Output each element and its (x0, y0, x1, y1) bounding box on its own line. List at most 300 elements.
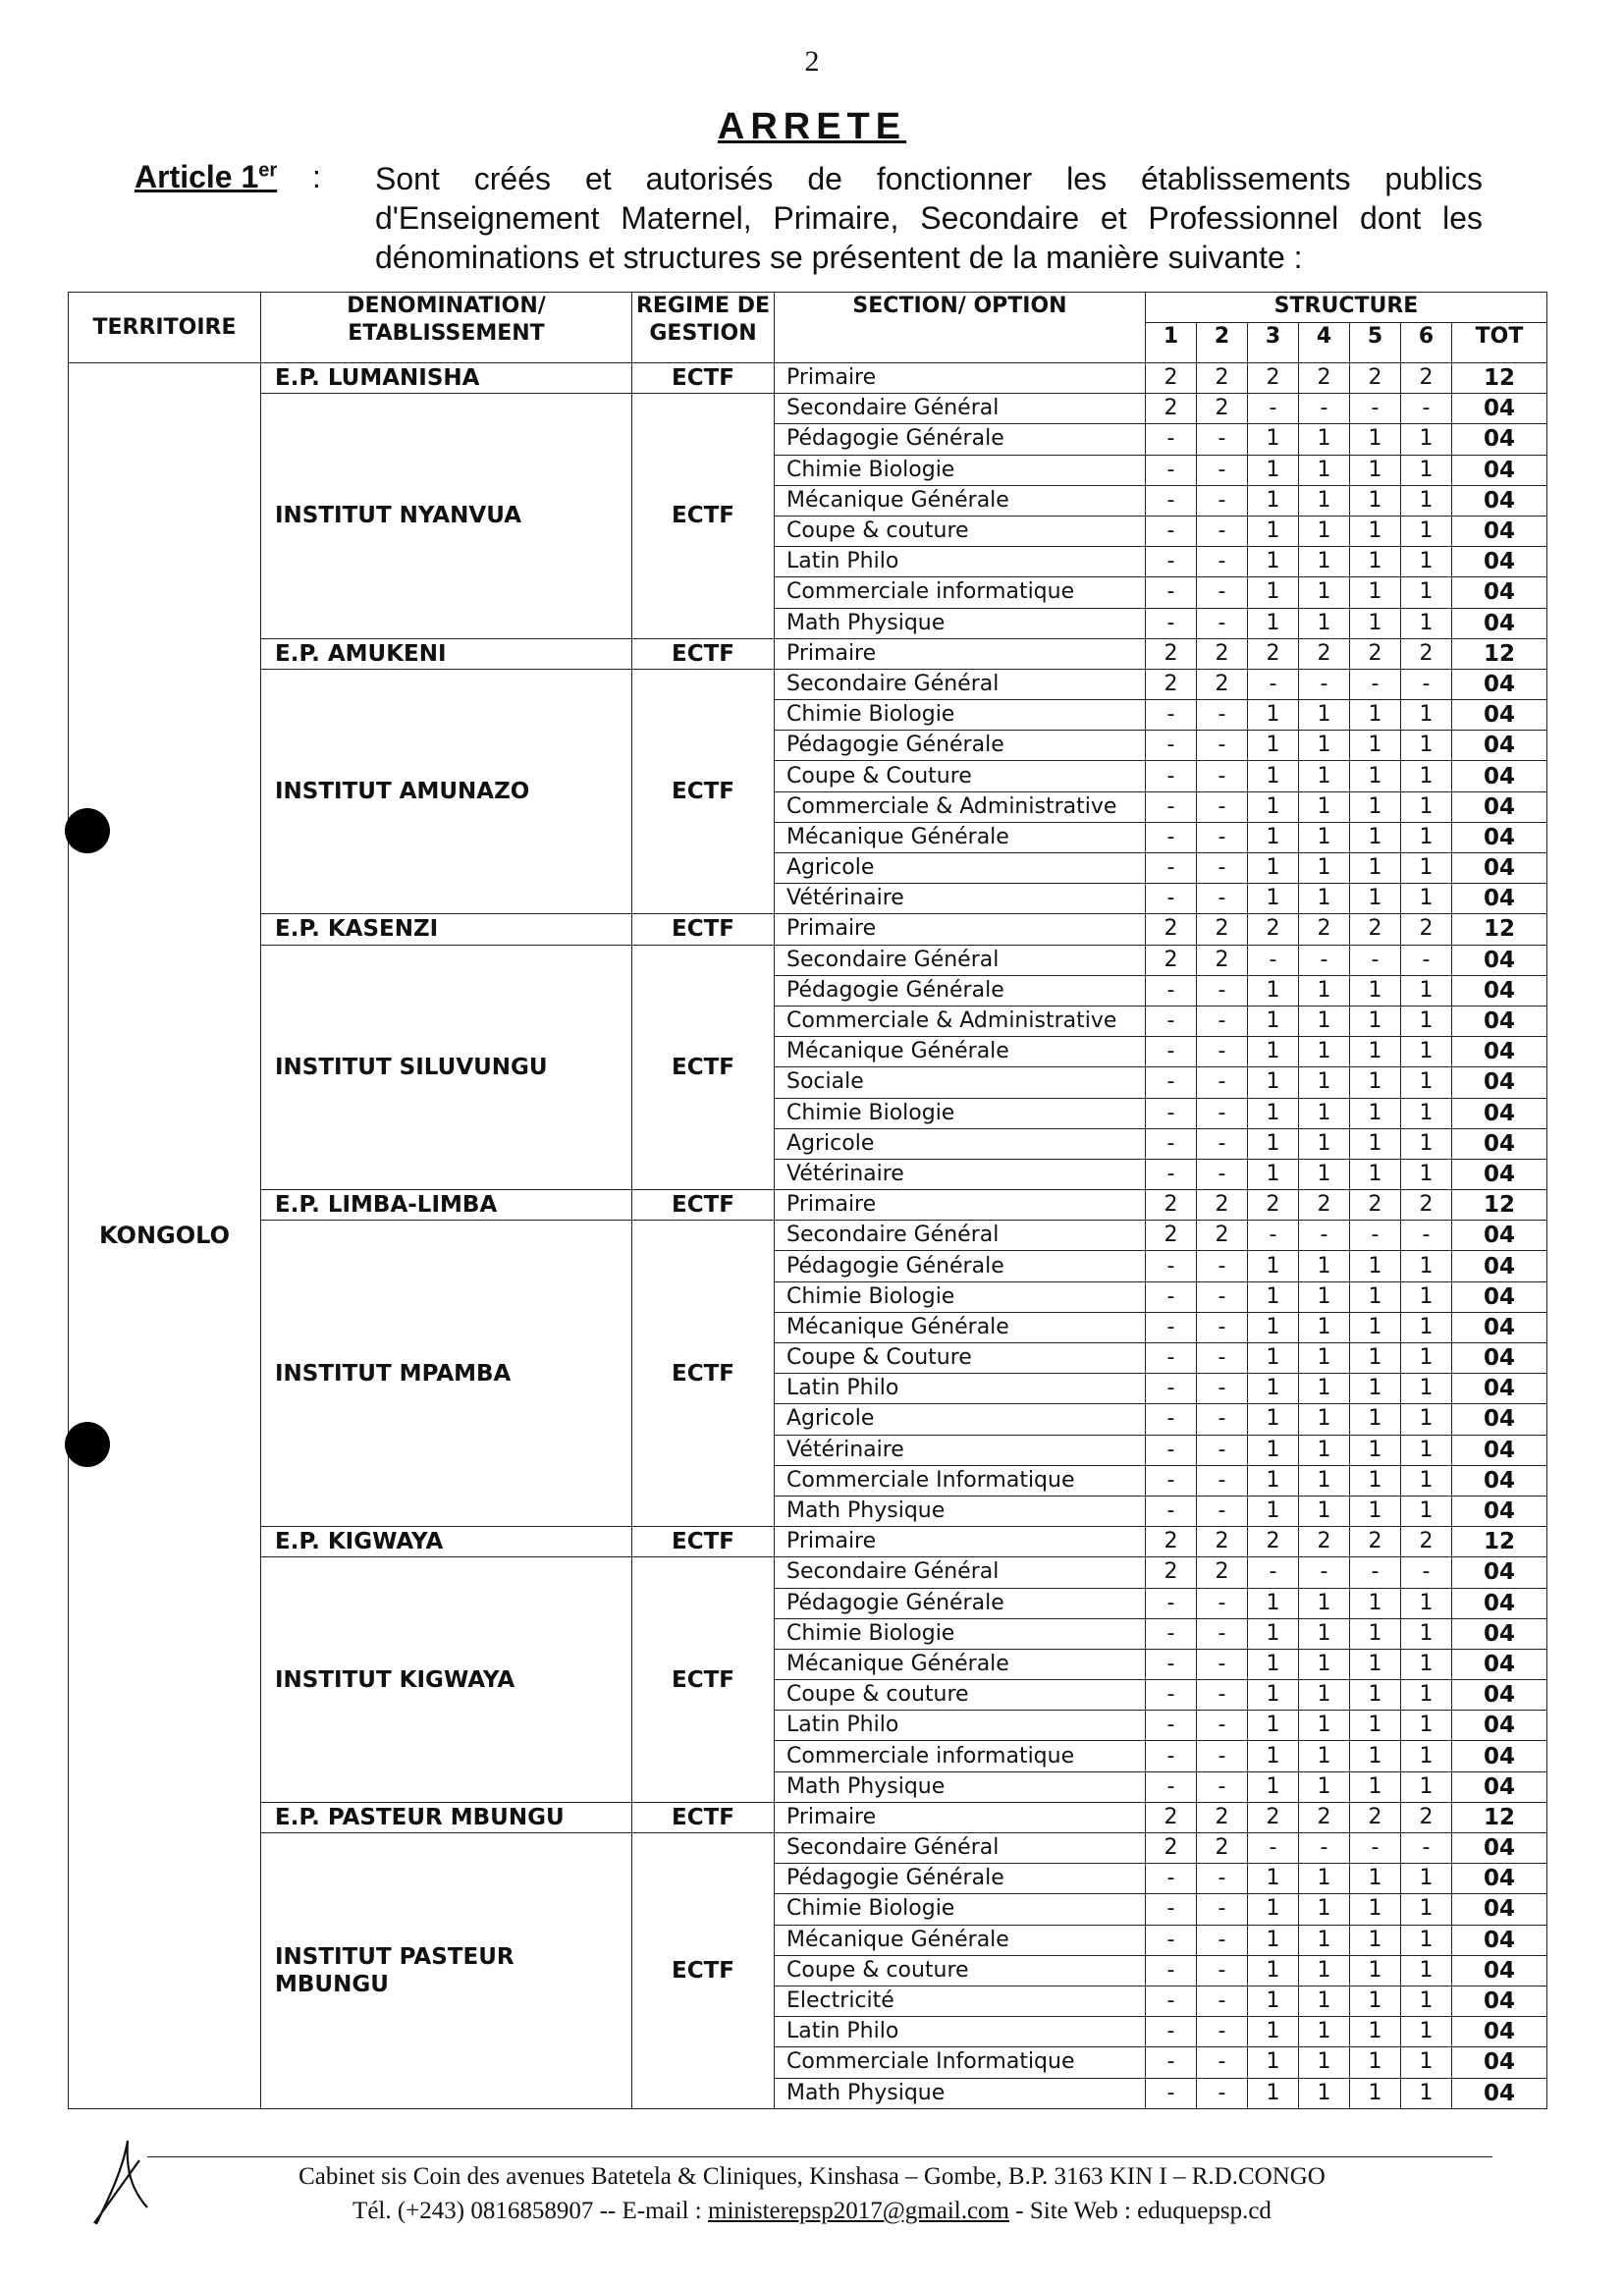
header-section: SECTION/ OPTION (775, 293, 1146, 363)
level-1-cell: - (1146, 1098, 1197, 1128)
level-4-cell: 1 (1299, 1159, 1350, 1189)
level-5-cell: 1 (1350, 975, 1401, 1006)
level-6-cell: 1 (1401, 822, 1452, 852)
level-4-cell: 1 (1299, 1312, 1350, 1342)
level-1-cell: - (1146, 1312, 1197, 1342)
level-1-cell: - (1146, 608, 1197, 638)
level-1-cell: - (1146, 791, 1197, 822)
option-cell: Primaire (775, 1190, 1146, 1221)
level-3-cell: 1 (1248, 424, 1299, 455)
tot-cell: 04 (1452, 2047, 1547, 2078)
level-3-cell: 1 (1248, 2017, 1299, 2047)
level-4-cell: 1 (1299, 761, 1350, 791)
level-5-cell: 1 (1350, 608, 1401, 638)
level-5-cell: - (1350, 1221, 1401, 1251)
level-3-cell: 1 (1248, 884, 1299, 914)
level-4-cell: 1 (1299, 485, 1350, 516)
level-3-cell: 1 (1248, 1343, 1299, 1374)
tot-cell: 04 (1452, 1771, 1547, 1802)
tot-cell: 04 (1452, 1098, 1547, 1128)
level-5-cell: 1 (1350, 455, 1401, 485)
level-5-cell: 1 (1350, 1312, 1401, 1342)
level-4-cell: - (1299, 1557, 1350, 1588)
option-cell: Coupe & couture (775, 516, 1146, 546)
level-1-cell: - (1146, 1496, 1197, 1526)
tot-cell: 04 (1452, 485, 1547, 516)
regime-cell: ECTF (632, 1221, 775, 1527)
tot-cell: 04 (1452, 1833, 1547, 1864)
level-4-cell: 1 (1299, 1741, 1350, 1771)
level-1-cell: - (1146, 1435, 1197, 1465)
territoire-cell: KONGOLO (69, 363, 261, 2109)
tot-cell: 04 (1452, 2017, 1547, 2047)
level-5-cell: 1 (1350, 577, 1401, 608)
level-6-cell: 1 (1401, 1128, 1452, 1159)
level-6-cell: 1 (1401, 1618, 1452, 1649)
option-cell: Pédagogie Générale (775, 1588, 1146, 1618)
level-2-cell: 2 (1197, 363, 1248, 394)
level-6-cell: 1 (1401, 1894, 1452, 1925)
level-2-cell: - (1197, 1006, 1248, 1036)
level-5-cell: 2 (1350, 1190, 1401, 1221)
tot-cell: 04 (1452, 1128, 1547, 1159)
level-6-cell: 1 (1401, 1312, 1452, 1342)
level-4-cell: - (1299, 945, 1350, 975)
level-3-cell: - (1248, 1221, 1299, 1251)
option-cell: Commerciale Informatique (775, 1465, 1146, 1496)
level-3-cell: 2 (1248, 1802, 1299, 1832)
option-cell: Primaire (775, 1802, 1146, 1832)
level-4-cell: 1 (1299, 1496, 1350, 1526)
level-2-cell: - (1197, 2047, 1248, 2078)
level-2-cell: - (1197, 853, 1248, 884)
table-row (69, 1802, 1547, 1832)
level-4-cell: 1 (1299, 1006, 1350, 1036)
level-4-cell: 1 (1299, 1894, 1350, 1925)
option-cell: Sociale (775, 1067, 1146, 1098)
level-3-cell: 1 (1248, 761, 1299, 791)
level-3-cell: 1 (1248, 1496, 1299, 1526)
level-5-cell: 1 (1350, 424, 1401, 455)
level-5-cell: 1 (1350, 1680, 1401, 1711)
level-3-cell: - (1248, 394, 1299, 424)
level-3-cell: 1 (1248, 1067, 1299, 1098)
level-1-cell: - (1146, 1251, 1197, 1281)
level-2-cell: - (1197, 1771, 1248, 1802)
table-row (69, 945, 1547, 975)
option-cell: Commerciale & Administrative (775, 791, 1146, 822)
option-cell: Pédagogie Générale (775, 975, 1146, 1006)
level-3-cell: 1 (1248, 1006, 1299, 1036)
tot-cell: 04 (1452, 1006, 1547, 1036)
level-3-cell: 1 (1248, 700, 1299, 731)
level-6-cell: 1 (1401, 853, 1452, 884)
level-2-cell: 2 (1197, 1802, 1248, 1832)
level-4-cell: 1 (1299, 791, 1350, 822)
level-4-cell: 1 (1299, 1374, 1350, 1404)
level-1-cell: - (1146, 2078, 1197, 2108)
level-2-cell: - (1197, 1159, 1248, 1189)
level-3-cell: 1 (1248, 608, 1299, 638)
tot-cell: 04 (1452, 669, 1547, 699)
level-1-cell: - (1146, 2047, 1197, 2078)
table-body (69, 363, 1547, 2109)
option-cell: Agricole (775, 1404, 1146, 1435)
level-4-cell: 1 (1299, 1588, 1350, 1618)
header-structure: STRUCTURE (1146, 293, 1547, 323)
header-level-3: 3 (1248, 323, 1299, 363)
level-2-cell: - (1197, 1251, 1248, 1281)
option-cell: Secondaire Général (775, 669, 1146, 699)
option-cell: Commerciale informatique (775, 577, 1146, 608)
level-3-cell: 1 (1248, 1312, 1299, 1342)
level-1-cell: - (1146, 547, 1197, 577)
option-cell: Primaire (775, 638, 1146, 669)
level-2-cell: 2 (1197, 1190, 1248, 1221)
level-6-cell: 1 (1401, 608, 1452, 638)
header-regime: REGIME DE GESTION (632, 293, 775, 363)
level-4-cell: 1 (1299, 1465, 1350, 1496)
level-1-cell: - (1146, 1864, 1197, 1894)
establishment-cell: E.P. LUMANISHA (261, 363, 632, 394)
level-4-cell: 1 (1299, 577, 1350, 608)
table-row (69, 363, 1547, 394)
level-4-cell: - (1299, 1833, 1350, 1864)
level-1-cell: - (1146, 1006, 1197, 1036)
level-4-cell: 1 (1299, 1404, 1350, 1435)
option-cell: Mécanique Générale (775, 822, 1146, 852)
level-2-cell: - (1197, 547, 1248, 577)
level-5-cell: 1 (1350, 1894, 1401, 1925)
level-3-cell: 1 (1248, 1741, 1299, 1771)
regime-cell: ECTF (632, 914, 775, 945)
level-4-cell: 1 (1299, 1680, 1350, 1711)
tot-cell: 04 (1452, 1312, 1547, 1342)
level-2-cell: - (1197, 1343, 1248, 1374)
level-3-cell: 1 (1248, 1771, 1299, 1802)
level-4-cell: 2 (1299, 1527, 1350, 1557)
level-4-cell: 2 (1299, 363, 1350, 394)
level-5-cell: 1 (1350, 1955, 1401, 1986)
level-6-cell: 1 (1401, 577, 1452, 608)
level-5-cell: 1 (1350, 1128, 1401, 1159)
level-4-cell: 1 (1299, 1925, 1350, 1955)
establishment-cell: INSTITUT MPAMBA (261, 1221, 632, 1527)
level-1-cell: - (1146, 1465, 1197, 1496)
tot-cell: 04 (1452, 1955, 1547, 1986)
level-5-cell: 2 (1350, 363, 1401, 394)
level-3-cell: 1 (1248, 1925, 1299, 1955)
level-5-cell: 1 (1350, 1864, 1401, 1894)
footer-divider (147, 2156, 1492, 2157)
level-4-cell: 2 (1299, 1190, 1350, 1221)
level-6-cell: 1 (1401, 455, 1452, 485)
level-6-cell: 1 (1401, 1711, 1452, 1741)
level-2-cell: - (1197, 1649, 1248, 1679)
level-5-cell: 1 (1350, 761, 1401, 791)
establishment-cell: E.P. KASENZI (261, 914, 632, 945)
level-4-cell: 1 (1299, 2047, 1350, 2078)
level-1-cell: - (1146, 485, 1197, 516)
punch-hole-lower (65, 1422, 110, 1467)
level-3-cell: 1 (1248, 791, 1299, 822)
level-1-cell: - (1146, 455, 1197, 485)
level-2-cell: - (1197, 1618, 1248, 1649)
level-6-cell: 1 (1401, 1098, 1452, 1128)
article-text: Sont créés et autorisés de fonctionner les établissements publics d'Enseignement Maternel, Primaire, Secondaire et Professionnel dont les dénominations et structures se présentent de la manière suivante : (375, 161, 1483, 275)
level-2-cell: - (1197, 1925, 1248, 1955)
level-4-cell: 1 (1299, 1955, 1350, 1986)
level-5-cell: 1 (1350, 1067, 1401, 1098)
tot-cell: 04 (1452, 822, 1547, 852)
level-6-cell: 2 (1401, 1802, 1452, 1832)
level-4-cell: 1 (1299, 2017, 1350, 2047)
tot-cell: 04 (1452, 761, 1547, 791)
level-1-cell: - (1146, 577, 1197, 608)
level-1-cell: - (1146, 1925, 1197, 1955)
header-denomination: DENOMINATION/ ETABLISSEMENT (261, 293, 632, 363)
level-2-cell: - (1197, 424, 1248, 455)
tot-cell: 04 (1452, 1435, 1547, 1465)
level-2-cell: - (1197, 1496, 1248, 1526)
level-3-cell: 1 (1248, 547, 1299, 577)
tot-cell: 04 (1452, 516, 1547, 546)
level-4-cell: - (1299, 669, 1350, 699)
level-6-cell: 1 (1401, 2047, 1452, 2078)
tot-cell: 12 (1452, 638, 1547, 669)
level-1-cell: - (1146, 975, 1197, 1006)
level-3-cell: 1 (1248, 485, 1299, 516)
level-2-cell: - (1197, 975, 1248, 1006)
level-5-cell: 1 (1350, 485, 1401, 516)
tot-cell: 04 (1452, 853, 1547, 884)
level-2-cell: - (1197, 1986, 1248, 2016)
level-3-cell: 1 (1248, 2078, 1299, 2108)
table-row (69, 394, 1547, 424)
level-3-cell: 1 (1248, 853, 1299, 884)
level-5-cell: 1 (1350, 1711, 1401, 1741)
tot-cell: 12 (1452, 363, 1547, 394)
option-cell: Commerciale & Administrative (775, 1006, 1146, 1036)
level-6-cell: - (1401, 1833, 1452, 1864)
level-3-cell: 1 (1248, 1435, 1299, 1465)
level-4-cell: 1 (1299, 455, 1350, 485)
footer-contact (0, 2198, 1624, 2225)
option-cell: Mécanique Générale (775, 1037, 1146, 1067)
level-6-cell: 1 (1401, 1465, 1452, 1496)
regime-cell: ECTF (632, 669, 775, 914)
regime-cell: ECTF (632, 394, 775, 639)
level-4-cell: 1 (1299, 1618, 1350, 1649)
tot-cell: 04 (1452, 731, 1547, 761)
level-4-cell: 1 (1299, 1649, 1350, 1679)
level-1-cell: - (1146, 516, 1197, 546)
option-cell: Chimie Biologie (775, 1894, 1146, 1925)
level-6-cell: 2 (1401, 1190, 1452, 1221)
tot-cell: 04 (1452, 1588, 1547, 1618)
level-6-cell: 1 (1401, 1404, 1452, 1435)
option-cell: Vétérinaire (775, 1159, 1146, 1189)
level-5-cell: 1 (1350, 547, 1401, 577)
level-2-cell: - (1197, 2078, 1248, 2108)
level-1-cell: 2 (1146, 1833, 1197, 1864)
level-4-cell: 2 (1299, 914, 1350, 945)
level-4-cell: 1 (1299, 1711, 1350, 1741)
establishment-cell: E.P. PASTEUR MBUNGU (261, 1802, 632, 1832)
regime-cell: ECTF (632, 1833, 775, 2109)
footer-email[interactable]: ministerepsp2017@gmail.com (708, 2198, 1010, 2224)
level-3-cell: 1 (1248, 2047, 1299, 2078)
level-6-cell: 1 (1401, 2078, 1452, 2108)
tot-cell: 04 (1452, 700, 1547, 731)
level-1-cell: 2 (1146, 1802, 1197, 1832)
option-cell: Mécanique Générale (775, 1312, 1146, 1342)
level-2-cell: - (1197, 1864, 1248, 1894)
level-5-cell: 1 (1350, 1281, 1401, 1312)
option-cell: Math Physique (775, 2078, 1146, 2108)
level-2-cell: - (1197, 1067, 1248, 1098)
level-4-cell: 1 (1299, 853, 1350, 884)
tot-cell: 04 (1452, 1067, 1547, 1098)
level-2-cell: - (1197, 1037, 1248, 1067)
level-4-cell: 1 (1299, 1435, 1350, 1465)
tot-cell: 04 (1452, 1343, 1547, 1374)
level-4-cell: 1 (1299, 1771, 1350, 1802)
level-1-cell: - (1146, 1588, 1197, 1618)
level-4-cell: 1 (1299, 2078, 1350, 2108)
option-cell: Math Physique (775, 1496, 1146, 1526)
level-1-cell: - (1146, 884, 1197, 914)
level-2-cell: - (1197, 791, 1248, 822)
tot-cell: 04 (1452, 455, 1547, 485)
option-cell: Pédagogie Générale (775, 1251, 1146, 1281)
level-3-cell: 2 (1248, 1190, 1299, 1221)
header-level-5: 5 (1350, 323, 1401, 363)
tot-cell: 04 (1452, 945, 1547, 975)
level-6-cell: 2 (1401, 1527, 1452, 1557)
level-2-cell: 2 (1197, 638, 1248, 669)
regime-cell: ECTF (632, 1802, 775, 1832)
level-1-cell: - (1146, 1771, 1197, 1802)
level-6-cell: 1 (1401, 2017, 1452, 2047)
option-cell: Coupe & couture (775, 1955, 1146, 1986)
level-1-cell: - (1146, 731, 1197, 761)
level-2-cell: 2 (1197, 914, 1248, 945)
tot-cell: 04 (1452, 1251, 1547, 1281)
level-4-cell: 1 (1299, 731, 1350, 761)
level-3-cell: 2 (1248, 914, 1299, 945)
footer-address: Cabinet sis Coin des avenues Batetela & Cliniques, Kinshasa – Gombe, B.P. 3163 KIN I – R.D.CONGO (298, 2163, 1326, 2190)
level-2-cell: - (1197, 731, 1248, 761)
level-6-cell: 1 (1401, 424, 1452, 455)
level-5-cell: 2 (1350, 1527, 1401, 1557)
table-row (69, 1527, 1547, 1557)
level-5-cell: 1 (1350, 516, 1401, 546)
level-5-cell: 1 (1350, 1649, 1401, 1679)
level-5-cell: 1 (1350, 853, 1401, 884)
level-3-cell: 1 (1248, 1618, 1299, 1649)
article-label (135, 159, 277, 195)
tot-cell: 04 (1452, 1618, 1547, 1649)
tot-cell: 04 (1452, 424, 1547, 455)
level-3-cell: 1 (1248, 1649, 1299, 1679)
tot-cell: 04 (1452, 1159, 1547, 1189)
level-1-cell: - (1146, 700, 1197, 731)
level-5-cell: - (1350, 669, 1401, 699)
option-cell: Chimie Biologie (775, 1618, 1146, 1649)
level-1-cell: - (1146, 1680, 1197, 1711)
level-2-cell: 2 (1197, 1221, 1248, 1251)
level-3-cell: 1 (1248, 1404, 1299, 1435)
level-2-cell: - (1197, 884, 1248, 914)
option-cell: Math Physique (775, 1771, 1146, 1802)
level-6-cell: 1 (1401, 975, 1452, 1006)
level-3-cell: 1 (1248, 1955, 1299, 1986)
option-cell: Pédagogie Générale (775, 731, 1146, 761)
level-2-cell: 2 (1197, 1833, 1248, 1864)
level-3-cell: 1 (1248, 1098, 1299, 1128)
level-2-cell: - (1197, 1281, 1248, 1312)
level-4-cell: - (1299, 1221, 1350, 1251)
level-3-cell: - (1248, 669, 1299, 699)
tot-cell: 04 (1452, 1221, 1547, 1251)
regime-cell: ECTF (632, 1190, 775, 1221)
level-5-cell: 1 (1350, 1404, 1401, 1435)
level-1-cell: - (1146, 2017, 1197, 2047)
option-cell: Secondaire Général (775, 394, 1146, 424)
level-4-cell: 1 (1299, 1251, 1350, 1281)
level-4-cell: 1 (1299, 1128, 1350, 1159)
option-cell: Math Physique (775, 608, 1146, 638)
level-2-cell: 2 (1197, 394, 1248, 424)
tot-cell: 04 (1452, 1711, 1547, 1741)
level-3-cell: 1 (1248, 1680, 1299, 1711)
establishment-cell: E.P. KIGWAYA (261, 1527, 632, 1557)
level-1-cell: - (1146, 1159, 1197, 1189)
level-2-cell: - (1197, 700, 1248, 731)
level-2-cell: 2 (1197, 1527, 1248, 1557)
level-6-cell: 2 (1401, 914, 1452, 945)
level-1-cell: - (1146, 853, 1197, 884)
level-1-cell: - (1146, 1894, 1197, 1925)
option-cell: Secondaire Général (775, 945, 1146, 975)
level-3-cell: 1 (1248, 1374, 1299, 1404)
level-3-cell: 1 (1248, 1465, 1299, 1496)
level-6-cell: 1 (1401, 1588, 1452, 1618)
article-label-sup: er (258, 159, 278, 182)
level-1-cell: 2 (1146, 638, 1197, 669)
header-territoire: TERRITOIRE (69, 293, 261, 363)
level-6-cell: 1 (1401, 1771, 1452, 1802)
level-2-cell: - (1197, 761, 1248, 791)
level-1-cell: - (1146, 1037, 1197, 1067)
level-6-cell: 1 (1401, 1006, 1452, 1036)
level-1-cell: - (1146, 1618, 1197, 1649)
option-cell: Latin Philo (775, 1711, 1146, 1741)
tot-cell: 04 (1452, 1404, 1547, 1435)
option-cell: Commerciale Informatique (775, 2047, 1146, 2078)
level-2-cell: - (1197, 1680, 1248, 1711)
tot-cell: 04 (1452, 394, 1547, 424)
tot-cell: 04 (1452, 1741, 1547, 1771)
option-cell: Commerciale informatique (775, 1741, 1146, 1771)
level-3-cell: 1 (1248, 577, 1299, 608)
establishment-cell: E.P. LIMBA-LIMBA (261, 1190, 632, 1221)
level-6-cell: 1 (1401, 761, 1452, 791)
level-5-cell: 1 (1350, 822, 1401, 852)
level-6-cell: - (1401, 1221, 1452, 1251)
level-2-cell: 2 (1197, 945, 1248, 975)
